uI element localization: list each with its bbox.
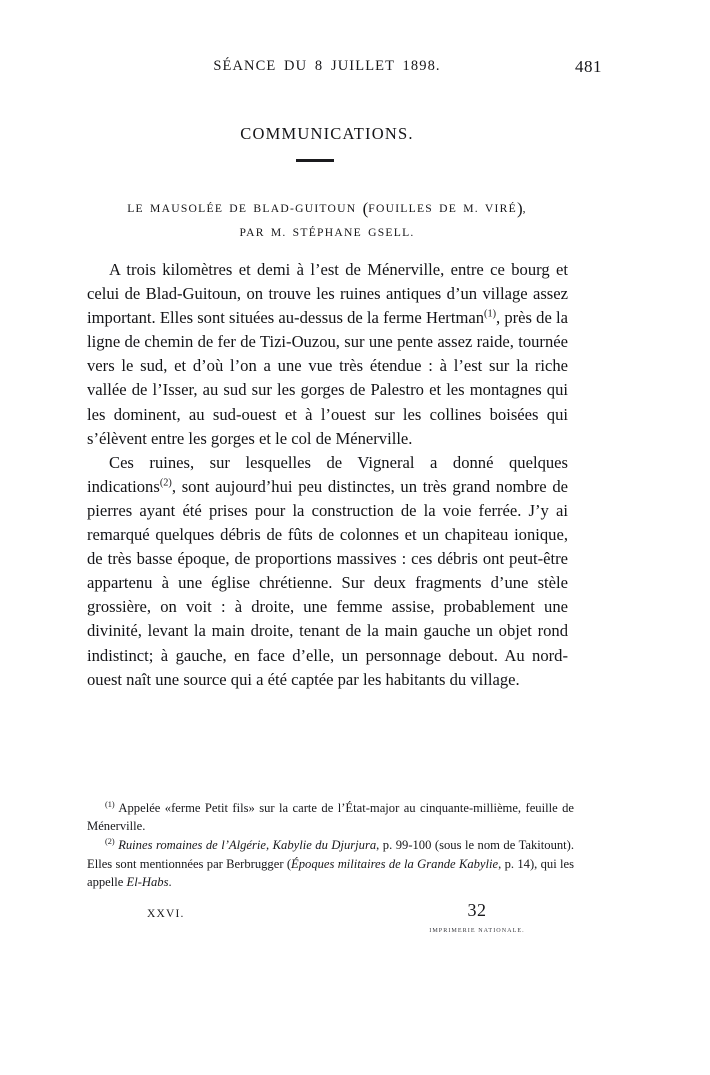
volume-mark: XXVI. — [147, 908, 185, 920]
paren-close: ) — [516, 199, 523, 218]
article-title-main: LE MAUSOLÉE DE BLAD-GUITOUN — [127, 202, 363, 215]
paragraph-2-text-b: , sont aujourd’hui peu distinctes, un très grand nombre de pierres ayant été prises pour la construction de la voie ferrée. J’y ai remarqué quelques débris de fûts de colonnes et un chapiteau ionique, de très basse époque, de proportions massives : ces débris ont peut-être appartenu à une église chrétienne. Sur deux fragments d’une stèle grossière, on voit : à droite, une femme assise, probablement une divinité, levant la main droite, tenant de la main gauche un objet rond indistinct; à gauche, en face d’elle, un personnage debout. Au nord-ouest naît une source qui a été captée par les habitants du village. — [87, 476, 568, 689]
footnote-2 — [87, 836, 574, 891]
paragraph-1 — [87, 258, 568, 451]
paragraph-2 — [87, 451, 568, 692]
footnote-1 — [87, 799, 574, 835]
footnotes-block — [87, 799, 574, 891]
paragraph-1-text-a: A trois kilomètres et demi à l’est de Ménerville, entre ce bourg et celui de Blad-Guitoun, on trouve les ruines antiques d’un village assez important. Elles sont situées au-dessus de la ferme Hertman — [87, 260, 568, 328]
horizontal-rule-ornament — [296, 159, 334, 162]
article-byline: PAR M. STÉPHANE GSELL. — [239, 226, 415, 239]
footnote-1-text: Appelée «ferme Petit fils» sur la carte de l’État-major au cinquante-millième, feuille de Ménerville. — [87, 801, 574, 834]
article-title — [87, 198, 567, 243]
article-title-comma: , — [522, 202, 527, 215]
running-head — [87, 57, 602, 80]
page-number: 481 — [575, 57, 602, 76]
running-head-title: SÉANCE DU 8 JUILLET 1898. — [213, 58, 441, 74]
colophon — [87, 900, 568, 946]
footnote-ref-2[interactable]: (2) — [159, 477, 172, 489]
paragraph-2-text-a: Ces ruines, sur lesquelles de Vigneral a donné quelques indications — [87, 452, 568, 496]
section-heading: COMMUNICATIONS. — [240, 124, 414, 143]
paren-open: ( — [362, 199, 369, 218]
footnote-2-title-1: Ruines romaines de l’Algérie, Kabylie du Djurjura — [118, 838, 377, 853]
footnote-1-marker: (1) — [105, 799, 115, 809]
paragraph-1-text-b: , près de la ligne de chemin de fer de Tizi-Ouzou, sur une pente assez raide, tournée vers le sud, et d’où l’on a une vue très étendue : à l’est sur la riche vallée de l’Isser, au sud sur les gorges de Palestro et les montagnes qui les dominent, au sud-ouest et à l’ouest sur les collines boisées qui s’élèvent entre les gorges et le col de Ménerville. — [87, 308, 568, 448]
footnote-2-text-2: , p. 14), qui les appelle — [87, 856, 574, 889]
footnote-ref-1[interactable]: (1) — [484, 308, 497, 320]
body-text — [87, 258, 568, 692]
footnote-2-text-1: , p. 99-100 (sous le nom de Takitount). Elles sont mentionnées par Berbrugger ( — [87, 838, 575, 871]
footnote-2-title-2: Époques militaires de la Grande Kabylie — [291, 856, 499, 871]
article-title-sub: FOUILLES DE M. VIRÉ — [368, 202, 517, 215]
footnote-2-marker: (2) — [105, 837, 115, 847]
footnote-2-text-3: . — [168, 874, 172, 889]
footnote-2-title-3: El-Habs — [126, 874, 169, 889]
signature-mark: 32 — [467, 900, 487, 920]
printer-imprint: IMPRIMERIE NATIONALE. — [429, 928, 525, 934]
